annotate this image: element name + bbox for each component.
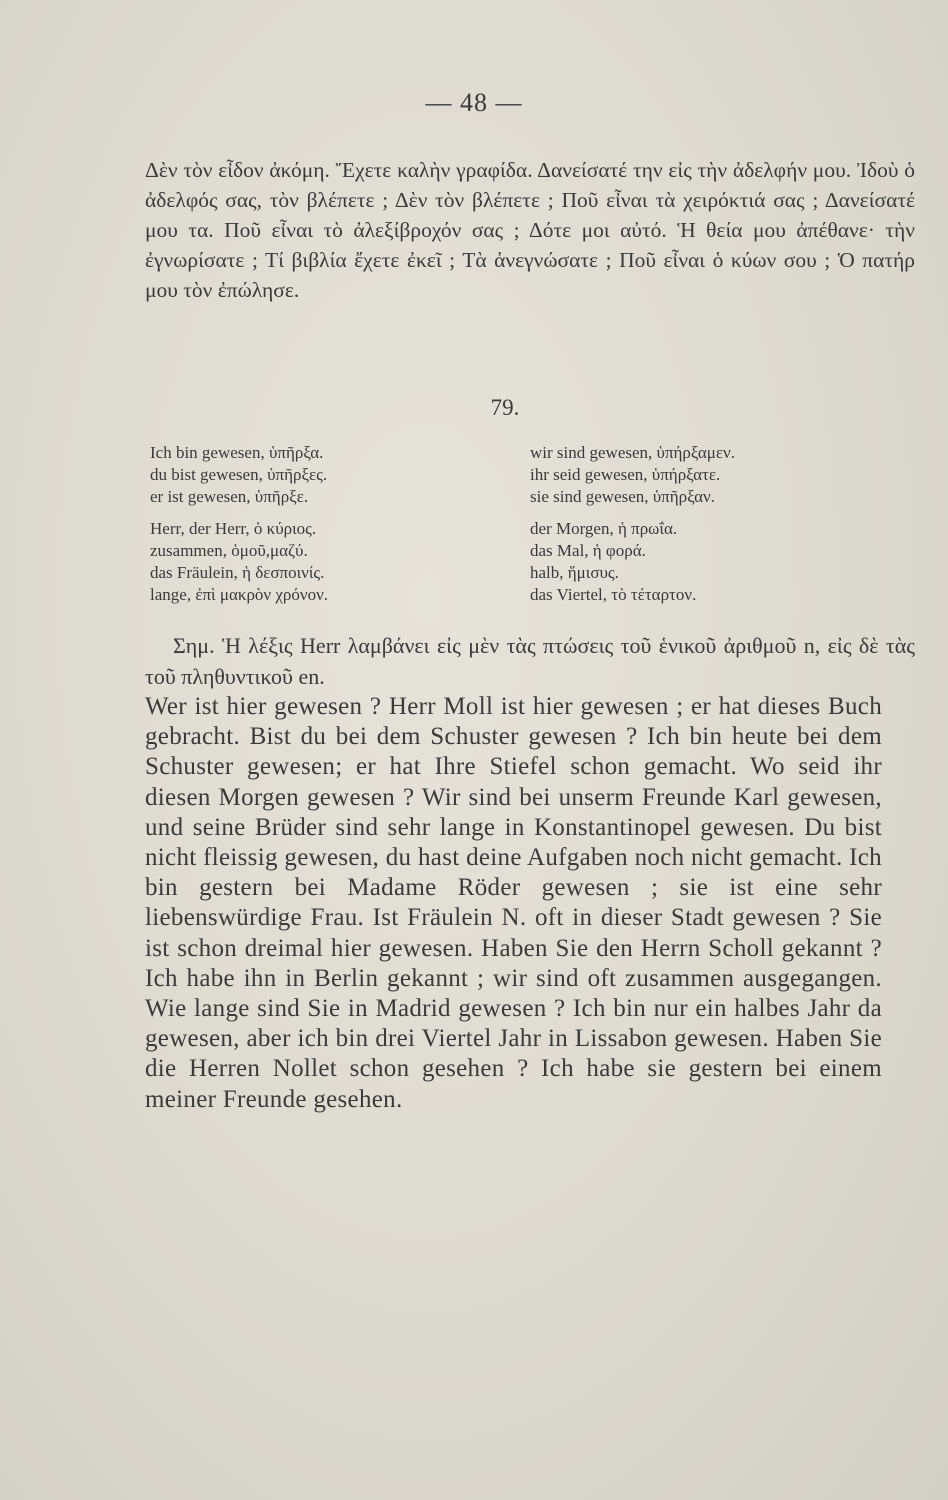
vocab-entry: er ist gewesen, ὑπῆρξε. — [150, 487, 309, 506]
vocab-entry: zusammen, ὁμοῦ,μαζύ. — [150, 541, 308, 560]
vocab-entry: der Morgen, ἡ πρωΐα. — [530, 519, 678, 538]
vocab-left-column — [150, 442, 490, 606]
vocab-entry: das Mal, ἡ φορά. — [530, 541, 646, 560]
greek-paragraph — [145, 155, 915, 305]
grammar-remark — [145, 630, 915, 692]
vocab-right-column — [530, 442, 910, 606]
vocab-entry: ihr seid gewesen, ὑπήρξατε. — [530, 465, 721, 484]
vocab-entry: du bist gewesen, ὑπῆρξες. — [150, 465, 328, 484]
vocab-entry: wir sind gewesen, ὑπήρξαμεν. — [530, 443, 735, 462]
german-text: Wer ist hier gewesen ? Herr Moll ist hier gewesen ; er hat dieses Buch gebracht. Bist du bei dem Schuster gewesen ? Ich bin heute bei dem Schuster gewesen; er hat Ihre Stiefel schon gemacht. Wo seid ihr diesen Morgen gewesen ? Wir sind bei unserm Freunde Karl gewesen, und seine Brüder sind sehr lange in Konstantinopel gewesen. Du bist nicht fleissig gewesen, du hast deine Aufgaben noch nicht gemacht. Ich bin gestern bei Madame Röder gewesen ; sie ist eine sehr liebenswürdige Frau. Ist Fräulein N. oft in dieser Stadt gewesen ? Sie ist schon dreimal hier gewesen. Haben Sie den Herrn Scholl gekannt ? Ich habe ihn in Berlin gekannt ; wir sind oft zusammen ausgegangen. Wie lange sind Sie in Madrid gewesen ? Ich bin nur ein halbes Jahr da gewesen, aber ich bin drei Viertel Jahr in Lissabon gewesen. Haben Sie die Herren Nollet schon gesehen ? Ich habe sie gestern bei einem meiner Freunde gesehen. — [145, 693, 882, 1113]
vocab-entry: das Fräulein, ἡ δεσποινίς. — [150, 563, 325, 582]
vocab-entry: das Viertel, τὸ τέταρτον. — [530, 585, 697, 604]
german-exercise — [145, 692, 882, 1115]
page-number: — 48 — — [425, 88, 523, 117]
vocab-entry: Herr, der Herr, ὁ κύριος. — [150, 519, 317, 538]
vocab-entry: lange, ἐπὶ μακρὸν χρόνον. — [150, 585, 329, 604]
vocab-entry: Ich bin gewesen, ὑπῆρξα. — [150, 443, 324, 462]
remark-text: Σημ. Ἡ λέξις Herr λαμβάνει εἰς μὲν τὰς πτώσεις τοῦ ἑνικοῦ ἀριθμοῦ n, εἰς δὲ τὰς τοῦ πληθυντικοῦ en. — [145, 633, 915, 689]
greek-text: Δὲν τὸν εἶδον ἀκόμη. Ἔχετε καλὴν γραφίδα. Δανείσατέ την εἰς τὴν ἀδελφήν μου. Ἰδοὺ ὁ ἀδελφός σας, τὸν βλέπετε ; Δὲν τὸν βλέπετε ; Ποῦ εἶναι τὰ χειρόκτιά σας ; Δανείσατέ μου τα. Ποῦ εἶναι τὸ ἀλεξίβροχόν σας ; Δότε μοι αὐτό. Ἡ θεία μου ἀπέθανε· τὴν ἐγνωρίσατε ; Τί βιβλία ἔχετε ἐκεῖ ; Τὰ ἀνεγνώσατε ; Ποῦ εἶναι ὁ κύων σου ; Ὁ πατήρ μου τὸν ἐπώλησε. — [145, 158, 915, 302]
exercise-number: 79. — [490, 395, 520, 420]
vocab-entry: halb, ἥμισυς. — [530, 563, 619, 582]
vocab-entry: sie sind gewesen, ὑπῆρξαν. — [530, 487, 715, 506]
